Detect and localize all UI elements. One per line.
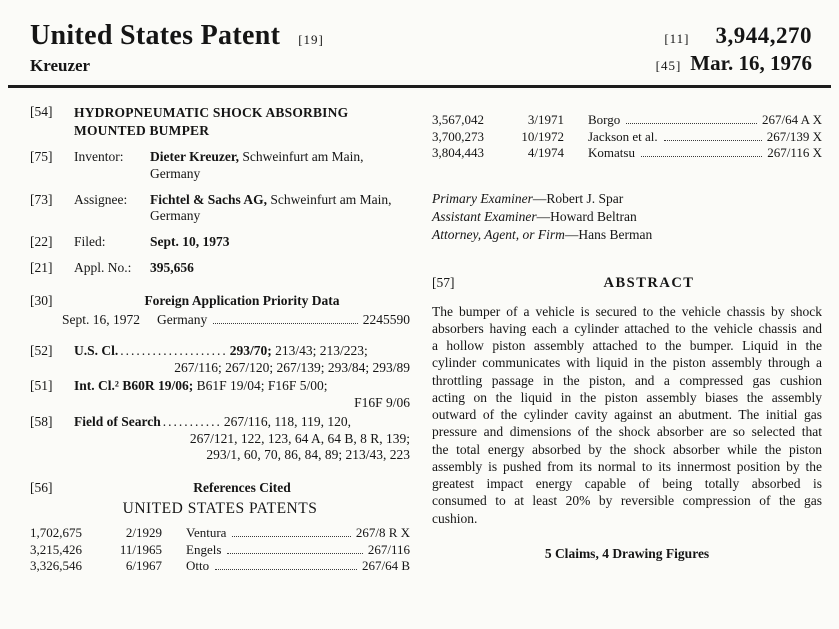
header-right	[656, 20, 812, 76]
ref-number: 3,700,273	[432, 128, 484, 144]
priority-number: 2245590	[362, 312, 410, 328]
references-heading-row	[30, 480, 410, 497]
us-cl-section	[30, 343, 410, 376]
ref-number: 3,215,426	[30, 541, 82, 557]
field-code-57: [57]	[432, 274, 455, 290]
invention-title-section	[30, 104, 410, 139]
ref-number: 3,567,042	[432, 112, 484, 127]
foreign-priority-heading-row	[30, 293, 410, 310]
us-cl-primary: 293/70;	[229, 342, 272, 358]
ref-number: 1,702,675	[30, 525, 82, 541]
foreign-priority-heading: Foreign Application Priority Data	[144, 292, 340, 308]
ref-class: 267/8 R X	[355, 525, 410, 541]
us-patents-subheading: UNITED STATES PATENTS	[122, 499, 318, 517]
dash: —	[536, 209, 551, 225]
priority-date: Sept. 16, 1972	[62, 312, 141, 328]
us-cl-label: U.S. Cl.	[74, 342, 119, 358]
left-column	[30, 104, 410, 575]
ref-class: 267/64 B	[361, 558, 410, 574]
field-of-search-line3: 293/1, 60, 70, 86, 84, 89; 213/43, 223	[206, 447, 410, 463]
ref-number: 3,804,443	[432, 145, 484, 161]
patent-number: 3,944,270	[715, 23, 812, 48]
references-heading: References Cited	[193, 480, 291, 496]
primary-examiner-line	[432, 190, 822, 208]
ref-date: 2/1929	[125, 525, 162, 541]
appl-no-value: 395,656	[150, 259, 194, 275]
examiner-role: Attorney, Agent, or Firm	[432, 227, 565, 243]
ref-date: 11/1965	[119, 541, 162, 557]
us-cl-line1	[74, 343, 410, 360]
int-cl-label: Int. Cl.²	[74, 378, 119, 394]
assignee-value	[150, 192, 410, 225]
kind-code: [19]	[298, 32, 324, 47]
dot-leader	[641, 156, 762, 157]
ref-name: Jackson et al.	[588, 128, 658, 144]
priority-country: Germany	[157, 312, 208, 328]
int-cl-section	[30, 378, 410, 411]
dot-leader: ....................	[120, 342, 228, 358]
abstract-text: The bumper of a vehicle is secured to the vehicle chassis by shock absorbers having each a cylinder attached to the vehicle chassis and a hollow piston assembly attached to the bumper. Liquid in the cylinder communicates with liquid in the piston assembly through a throttling passage in the piston, and a compressed gas cushion acting on the liquid in the piston assembly biases the assembly outward of the cylinder cavity against an abutment. The initial gas pressure and dimensions of the shock absorber are so selected that the total energy absorbed by the shock absorber while the piston assembly is pushed from its normal to its innermost position by the greatest impact energy capable of being totally absorbed is consumed to at least 20% by reversible compression of the gas cushion.	[432, 303, 822, 526]
field-of-search-label: Field of Search	[74, 413, 161, 429]
reference-row	[30, 542, 410, 559]
reference-row	[432, 112, 822, 129]
us-cl-lines	[74, 343, 410, 376]
dot-leader	[664, 140, 762, 141]
examiner-role: Assistant Examiner	[432, 209, 537, 225]
int-cl-line2: F16F 9/06	[354, 395, 410, 411]
filed-section	[30, 234, 410, 251]
invention-title-line2: MOUNTED BUMPER	[74, 122, 210, 138]
assignee-address: Schweinfurt am Main, Germany	[150, 191, 392, 224]
ref-date: 4/1974	[527, 145, 564, 161]
field-code-30: [30]	[30, 292, 53, 308]
field-code-54: [54]	[30, 104, 53, 119]
assistant-examiner-line	[432, 208, 822, 226]
appl-no-label: Appl. No.:	[74, 259, 132, 275]
field-code-21: [21]	[30, 259, 53, 275]
claims-figures-line: 5 Claims, 4 Drawing Figures	[544, 545, 710, 561]
foreign-priority-entry	[30, 312, 410, 329]
ref-name: Otto	[186, 558, 210, 574]
ref-class: 267/116	[367, 541, 410, 557]
field-of-search-lines	[74, 414, 410, 464]
examiner-name: Hans Berman	[578, 227, 653, 243]
ref-name: Engels	[186, 541, 222, 557]
ref-name: Ventura	[186, 525, 227, 541]
field-code-75: [75]	[30, 149, 53, 165]
header-divider	[8, 85, 831, 88]
reference-row	[432, 129, 822, 146]
ref-class: 267/116 X	[767, 145, 822, 161]
filed-value: Sept. 10, 1973	[150, 234, 230, 250]
ref-class: 267/139 X	[766, 128, 822, 144]
dot-leader	[215, 569, 357, 570]
ref-name: Komatsu	[588, 145, 635, 161]
field-code-73: [73]	[30, 191, 53, 207]
examiner-role: Primary Examiner	[432, 190, 533, 206]
ref-date: 3/1971	[527, 112, 564, 127]
field-code-58: [58]	[30, 413, 53, 429]
references-continued	[432, 112, 822, 162]
invention-title-line1: HYDROPNEUMATIC SHOCK ABSORBING	[74, 105, 349, 120]
inventor-name: Dieter Kreuzer,	[150, 149, 239, 165]
dot-leader: ...........	[162, 413, 222, 429]
filed-label: Filed:	[74, 234, 106, 250]
us-cl-line2: 267/116; 267/120; 267/139; 293/84; 293/89	[174, 359, 410, 375]
field-code-52: [52]	[30, 342, 53, 358]
ref-date: 10/1972	[521, 128, 564, 144]
inventor-address: Schweinfurt am Main, Germany	[150, 149, 364, 181]
field-of-search-line2: 267/121, 122, 123, 64 A, 64 B, 8 R, 139;	[189, 430, 410, 446]
ref-date: 6/1967	[125, 558, 162, 574]
title-row	[30, 20, 324, 52]
us-cl-rest: 213/43; 213/223;	[275, 342, 368, 358]
invention-title	[74, 104, 410, 139]
dash: —	[532, 190, 547, 206]
dash: —	[564, 227, 579, 243]
patent-header	[30, 20, 822, 76]
reference-row	[432, 145, 822, 162]
dot-leader	[232, 536, 350, 537]
appl-no-section	[30, 260, 410, 277]
field-of-search-rest: 267/116, 118, 119, 120,	[223, 413, 351, 429]
field-code-51: [51]	[30, 378, 53, 394]
field-code-56: [56]	[30, 480, 53, 496]
int-cl-rest: B61F 19/04; F16F 5/00;	[196, 378, 328, 394]
reference-row	[30, 558, 410, 575]
patent-number-code: [11]	[664, 31, 690, 46]
patent-number-row	[656, 23, 812, 49]
header-left	[30, 20, 324, 76]
int-cl-lines	[74, 378, 410, 411]
field-of-search-line1	[74, 414, 410, 431]
examiner-name: Howard Beltran	[550, 209, 637, 225]
field-code-22: [22]	[30, 234, 53, 250]
page-title: United States Patent	[30, 20, 281, 51]
issue-date-code: [45]	[655, 58, 682, 73]
issue-date-row	[656, 51, 812, 76]
dot-leader	[227, 553, 362, 554]
attorney-line	[432, 226, 822, 244]
right-column	[432, 104, 822, 575]
ref-name: Borgo	[588, 112, 621, 127]
inventor-label: Inventor:	[74, 149, 124, 165]
ref-number: 3,326,546	[30, 558, 82, 574]
inventor-value	[150, 149, 410, 182]
two-column-body	[30, 104, 822, 575]
assignee-label: Assignee:	[74, 191, 128, 207]
examiners-block	[432, 190, 822, 245]
applicant-surname: Kreuzer	[30, 56, 91, 75]
examiner-name: Robert J. Spar	[546, 190, 624, 206]
dot-leader	[626, 123, 757, 124]
ref-class: 267/64 A X	[762, 112, 822, 127]
int-cl-line1	[74, 378, 410, 395]
assignee-section	[30, 192, 410, 225]
reference-row	[30, 525, 410, 542]
issue-date: Mar. 16, 1976	[690, 51, 812, 75]
inventor-section	[30, 149, 410, 182]
assignee-name: Fichtel & Sachs AG,	[150, 191, 267, 207]
dot-leader	[213, 323, 358, 324]
field-of-search-section	[30, 414, 410, 464]
int-cl-primary: B60R 19/06;	[122, 378, 194, 394]
abstract-heading-row	[432, 275, 822, 293]
abstract-heading: ABSTRACT	[603, 274, 695, 291]
